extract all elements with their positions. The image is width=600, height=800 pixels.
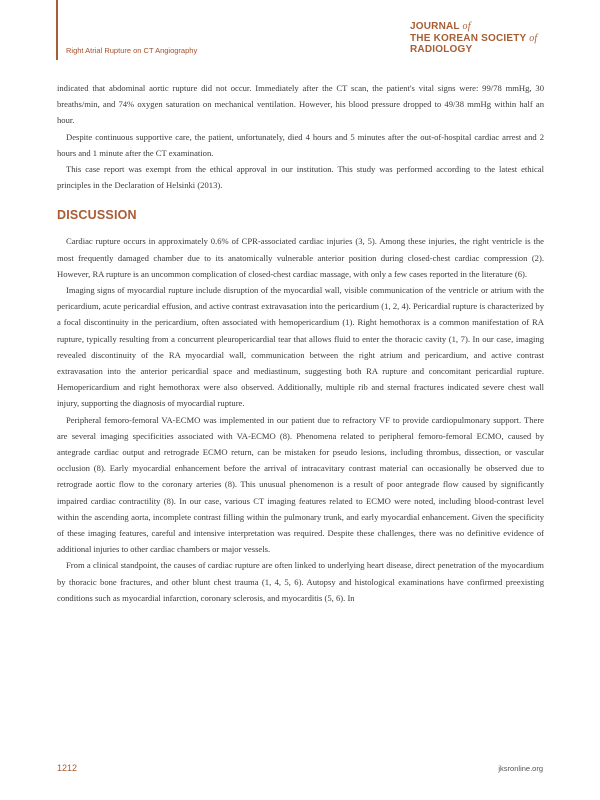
discussion-paragraph: Peripheral femoro-femoral VA-ECMO was implemented in our patient due to refractory VF to provide cardiopulmonary support. There are several imaging specificities associated with VA-ECMO (8). Phenomena related to peripheral femoro-femoral ECMO, caused by antegrade cardiac output and retrograde ECMO return, can be mistaken for pseudo lesions, including thrombus, dissection, or vascular occlusion (8). Early myocardial enhancement before the arrival of intracavitary contrast material can occasionally be observed due to retrograde aortic flow to the coronary arteries (8). This unusual phenomenon is a result of poor antegrade flow caused by significantly impaired cardiac contractility (8). In our case, various CT imaging features related to ECMO were noted, including blood-contrast level within the ascending aorta, incomplete contrast filling within the pulmonary trunk, and early myocardial enhancement. Given the specificity of these imaging features, careful and intensive interpretation was required. Despite these challenges, there was no definitive evidence of additional injuries to other cardiac chambers or major vessels.: [57, 414, 544, 555]
header-accent-bar: [56, 0, 58, 60]
discussion-paragraph: From a clinical standpoint, the causes of cardiac rupture are often linked to underlying heart disease, direct penetration of the myocardium by thoracic bone fractures, and other blunt chest trauma (1, 4, 5, 6). Autopsy and histological examinations have confirmed preexisting conditions such as myocardial infarction, coronary sclerosis, and myocarditis (5, 6). In: [57, 560, 544, 603]
body-paragraph: This case report was exempt from the ethical approval in our institution. This study was performed according to the latest ethical principles in the Declaration of Helsinki (2013).: [57, 164, 544, 191]
body-paragraph: Despite continuous supportive care, the patient, unfortunately, died 4 hours and 5 minutes after the out-of-hospital cardiac arrest and 2 hours and 1 minute after the CT examination.: [57, 131, 544, 158]
body-paragraph: indicated that abdominal aortic rupture did not occur. Immediately after the CT scan, the patient's vital signs were: 99/78 mmHg, 30 breaths/min, and 74% oxygen saturation on mechanical ventilation. However, his blood pressure dropped to 49/38 mmHg within half an hour.: [57, 83, 544, 126]
journal-logo-of-1: of: [462, 21, 471, 32]
section-heading-discussion: DISCUSSION: [57, 208, 137, 223]
discussion-paragraph: Imaging signs of myocardial rupture include disruption of the myocardial wall, visible communication of the ventricle or atrium with the pericardium, acute pericardial effusion, and active contrast extravasation into the pericardium (1, 2, 4). Pericardial rupture is characterized by a focal discontinuity in the pericardium, often associated with hemopericardium (1). Right hemothorax is a common manifestation of RA rupture, typically resulting from a concurrent pleuropericardial tear that allows fluid to enter the thoracic cavity (1, 7). In our case, imaging revealed discontinuity of the RA myocardial wall, communication between the right atrium and pericardium, and active contrast extravasation into the anterior pericardial space and mediastinum, suggesting both RA rupture and concomitant pericardial rupture. Hemopericardium and right hemothorax were also observed. Additionally, multiple rib and sternal fractures indicated severe chest wall injury, supporting the diagnosis of myocardial rupture.: [57, 285, 544, 409]
journal-logo-line3: RADIOLOGY: [410, 44, 473, 55]
article-body: [57, 80, 544, 606]
journal-logo-of-2: of: [529, 32, 538, 44]
journal-logo-line1: JOURNAL: [410, 21, 460, 32]
journal-logo-line2: THE KOREAN SOCIETY: [410, 32, 527, 44]
journal-logo: [410, 21, 537, 56]
page-number: 1212: [57, 763, 78, 773]
journal-url: jksronline.org: [498, 764, 543, 773]
running-title: Right Atrial Rupture on CT Angiography: [66, 46, 198, 55]
discussion-paragraph: Cardiac rupture occurs in approximately 0.6% of CPR-associated cardiac injuries (3, 5). Among these injuries, the right ventricle is the most frequently damaged chamber due to its anatomically vulnerable anterior position during closed-chest cardiac compression (2). However, RA rupture is an uncommon complication of closed-chest cardiac massage, with only a few cases reported in the literature (6).: [57, 236, 544, 279]
